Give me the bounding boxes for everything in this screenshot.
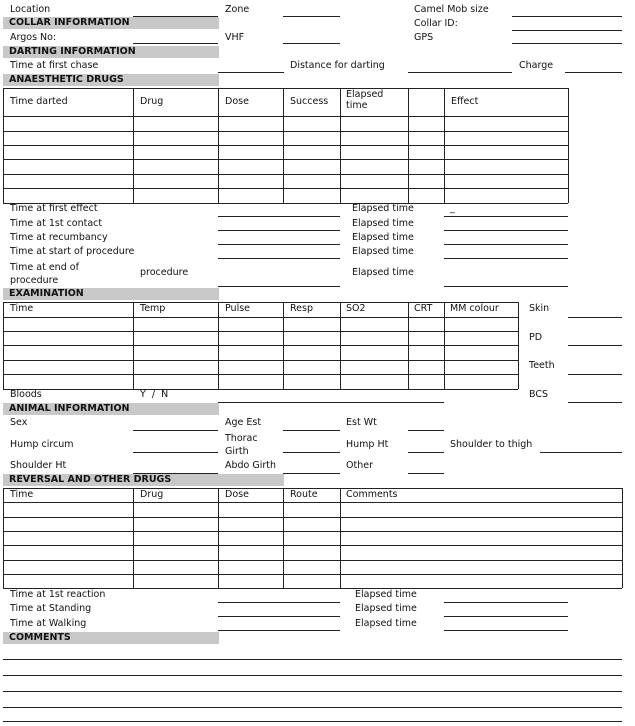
time-standing-field[interactable]: [218, 616, 340, 617]
elapsed-end-procedure-field[interactable]: [444, 286, 568, 287]
sex-label: Sex: [10, 417, 28, 428]
elapsed-time-label: Elapsed time: [352, 218, 414, 229]
column-header-comments: Comments: [346, 489, 398, 500]
column-header-time: Time: [10, 303, 34, 314]
hump-ht-label: Hump Ht: [346, 439, 389, 450]
column-header-drug: Drug: [140, 489, 164, 500]
charge-field[interactable]: [565, 72, 622, 73]
column-header-resp: Resp: [290, 303, 313, 314]
thorac-girth-label: Thorac Girth: [225, 433, 258, 457]
other-field[interactable]: [408, 473, 444, 474]
sex-field[interactable]: [133, 430, 218, 431]
time-walking-field[interactable]: [218, 630, 340, 631]
column-header-temp: Temp: [140, 303, 166, 314]
distance-darting-field[interactable]: [408, 72, 512, 73]
column-header-route: Route: [290, 489, 318, 500]
skin-label: Skin: [529, 303, 550, 314]
time-first-chase-label: Time at first chase: [10, 60, 99, 71]
column-header-mm-colour: MM colour: [450, 303, 499, 314]
column-header-dose: Dose: [225, 96, 249, 107]
abdo-girth-label: Abdo Girth: [225, 460, 277, 471]
elapsed-start-procedure-field[interactable]: [444, 258, 568, 259]
elapsed-first-reaction-field[interactable]: [444, 602, 568, 603]
collar-information-header: COLLAR INFORMATION: [3, 17, 219, 29]
column-header-dose: Dose: [225, 489, 249, 500]
elapsed-time-label: Elapsed time: [352, 203, 414, 214]
hump-circum-field[interactable]: [133, 452, 218, 453]
hump-circum-label: Hump circum: [10, 439, 74, 450]
time-first-contact-field[interactable]: [218, 230, 340, 231]
elapsed-first-effect-field[interactable]: [444, 216, 568, 217]
zone-label: Zone: [225, 4, 250, 15]
time-start-procedure-label: Time at start of procedure: [10, 246, 135, 257]
pd-field[interactable]: [568, 345, 622, 346]
age-est-label: Age Est: [225, 417, 262, 428]
time-start-procedure-field[interactable]: [218, 258, 340, 259]
shoulder-thigh-label: Shoulder to thigh: [450, 439, 533, 450]
elapsed-time-label: Elapsed time: [352, 246, 414, 257]
time-first-contact-label: Time at 1st contact: [10, 218, 103, 229]
shoulder-thigh-field[interactable]: [540, 452, 622, 453]
time-walking-label: Time at Walking: [10, 618, 87, 629]
animal-information-header: ANIMAL INFORMATION: [3, 403, 219, 415]
time-recumbancy-field[interactable]: [218, 244, 340, 245]
camel-mob-size-label: Camel Mob size: [414, 4, 489, 15]
shoulder-ht-label: Shoulder Ht: [10, 460, 67, 471]
elapsed-time-label: Elapsed time: [355, 603, 417, 614]
location-label: Location: [10, 4, 51, 15]
other-label: Other: [346, 460, 373, 471]
abdo-girth-field[interactable]: [283, 473, 340, 474]
elapsed-time-label: Elapsed time: [352, 267, 414, 278]
vhf-label: VHF: [225, 32, 245, 43]
skin-field[interactable]: [568, 317, 622, 318]
reversal-drugs-header: REVERSAL AND OTHER DRUGS: [3, 474, 284, 486]
time-first-chase-field[interactable]: [218, 72, 284, 73]
teeth-field[interactable]: [568, 374, 622, 375]
vhf-field[interactable]: [283, 43, 340, 44]
est-wt-field[interactable]: [408, 430, 444, 431]
hump-ht-field[interactable]: [408, 452, 444, 453]
bcs-label: BCS: [529, 389, 549, 400]
column-header-pulse: Pulse: [225, 303, 251, 314]
time-end-procedure-field[interactable]: [218, 286, 340, 287]
column-header-time: Time: [10, 489, 34, 500]
time-first-effect-label: Time at first effect: [10, 203, 98, 214]
time-end-procedure-label: Time at end of procedure: [10, 262, 79, 286]
elapsed-time-label: Elapsed time: [352, 232, 414, 243]
comments-header: COMMENTS: [3, 632, 219, 644]
zone-field[interactable]: [283, 16, 340, 17]
procedure-label: procedure: [140, 267, 189, 278]
collar-id-field[interactable]: [512, 30, 622, 31]
elapsed-first-contact-field[interactable]: [444, 230, 568, 231]
argos-no-label: Argos No:: [10, 32, 57, 43]
distance-darting-label: Distance for darting: [290, 60, 385, 71]
thorac-girth-field[interactable]: [283, 452, 340, 453]
elapsed-standing-field[interactable]: [444, 616, 568, 617]
dash-mark: _: [450, 203, 455, 214]
bloods-label: Bloods: [10, 389, 42, 400]
camel-mob-size-field[interactable]: [512, 16, 622, 17]
elapsed-time-label: Elapsed time: [355, 618, 417, 629]
elapsed-time-label: Elapsed time: [355, 589, 417, 600]
teeth-label: Teeth: [529, 360, 555, 371]
time-standing-label: Time at Standing: [10, 603, 92, 614]
bloods-yes-no[interactable]: Y / N: [140, 389, 169, 400]
bcs-field[interactable]: [568, 402, 622, 403]
age-est-field[interactable]: [283, 430, 340, 431]
charge-label: Charge: [519, 60, 554, 71]
argos-no-field[interactable]: [133, 43, 218, 44]
column-header-elapsed-time: Elapsed time: [346, 89, 384, 111]
time-recumbancy-label: Time at recumbancy: [10, 232, 108, 243]
time-first-effect-field[interactable]: [218, 216, 340, 217]
elapsed-walking-field[interactable]: [444, 630, 568, 631]
gps-field[interactable]: [512, 43, 622, 44]
column-header-drug: Drug: [140, 96, 164, 107]
column-header-success: Success: [290, 96, 329, 107]
gps-label: GPS: [414, 32, 434, 43]
pd-label: PD: [529, 332, 543, 343]
column-header-effect: Effect: [451, 96, 479, 107]
column-header-time-darted: Time darted: [10, 96, 68, 107]
elapsed-recumbancy-field[interactable]: [444, 244, 568, 245]
column-header-so2: SO2: [346, 303, 366, 314]
bloods-field[interactable]: [218, 402, 444, 403]
time-first-reaction-field[interactable]: [218, 602, 340, 603]
darting-information-header: DARTING INFORMATION: [3, 46, 219, 58]
est-wt-label: Est Wt: [346, 417, 377, 428]
column-header-crt: CRT: [414, 303, 433, 314]
anaesthetic-drugs-header: ANAESTHETIC DRUGS: [3, 74, 219, 86]
collar-id-label: Collar ID:: [414, 18, 458, 29]
examination-header: EXAMINATION: [3, 288, 219, 300]
time-first-reaction-label: Time at 1st reaction: [10, 589, 106, 600]
